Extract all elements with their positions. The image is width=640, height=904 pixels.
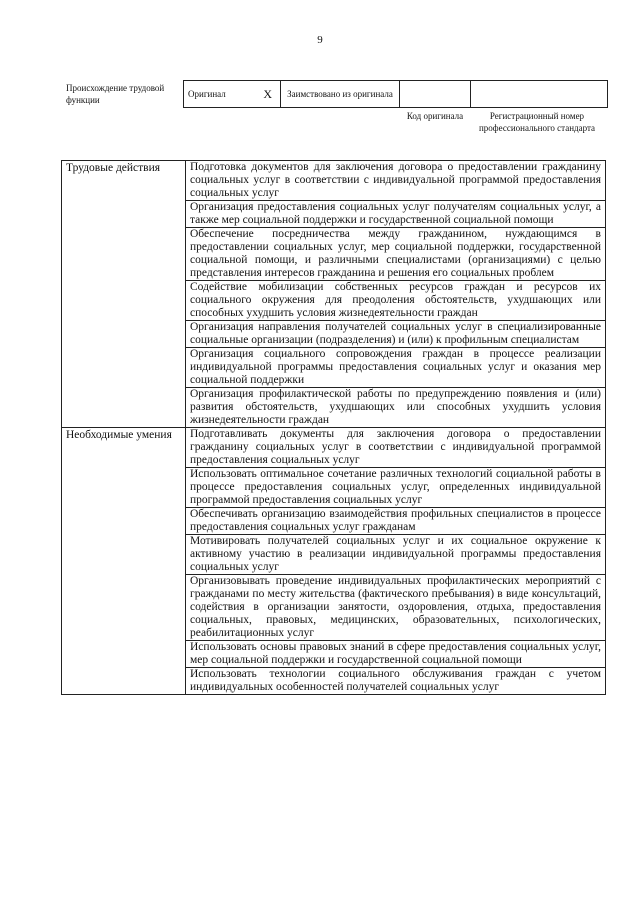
reg-number-label: Регистрационный номер профессионального стандарта — [478, 111, 596, 133]
section-item: Организовывать проведение индивидуальных профилактических мероприятий с гражданами по месту жительства (фактического пребывания) в виде консультаций, содействия в организации занятости, оздоровления, отдыха, предоставления социальных, правовых, медицинских, образовательных, психологических, реабилитационных услуг — [186, 575, 606, 641]
section-item: Организация предоставления социальных услуг получателям социальных услуг, а также мер социальной поддержки и государственной социальной помощи — [186, 201, 606, 228]
section-item: Организация направления получателей социальных услуг в специализированные социальные организации (подразделения) и (или) к профильным специалистам — [186, 321, 606, 348]
origin-original-label: Оригинал — [188, 89, 226, 99]
origin-code-cell — [400, 81, 471, 108]
table-row — [62, 161, 606, 201]
section-heading: Трудовые действия — [62, 161, 186, 428]
section-item: Мотивировать получателей социальных услуг и их социальное окружение к активному участию в реализации индивидуальной программы предоставления социальных услуг — [186, 535, 606, 575]
origin-original-cell — [184, 81, 281, 108]
page-number: 9 — [317, 34, 323, 46]
origin-borrowed-cell: Заимствовано из оригинала — [281, 81, 400, 108]
origin-label: Происхождение трудовой функции — [66, 83, 165, 105]
function-table — [61, 160, 606, 695]
code-original-label: Код оригинала — [406, 111, 464, 121]
section-item: Использовать оптимальное сочетание различных технологий социальной работы в процессе предоставления социальных услуг, определенных индивидуальной программой предоставления социальных услуг — [186, 468, 606, 508]
section-item: Организация профилактической работы по предупреждению появления и (или) развития обстоятельств, ухудшающих или способных ухудшить условия жизнедеятельности граждан — [186, 388, 606, 428]
section-item: Организация социального сопровождения граждан в процессе реализации индивидуальной программы предоставления социальных услуг и оказания мер социальной поддержки — [186, 348, 606, 388]
table-row — [62, 428, 606, 468]
section-item: Обеспечивать организацию взаимодействия профильных специалистов в процессе предоставления социальных услуг гражданам — [186, 508, 606, 535]
section-item: Использовать технологии социального обслуживания граждан с учетом индивидуальных особенностей получателей социальных услуг — [186, 668, 606, 695]
section-item: Подготавливать документы для заключения договора о предоставлении гражданину социальных услуг в соответствии с индивидуальной программой предоставления социальных услуг — [186, 428, 606, 468]
origin-table — [183, 80, 608, 108]
origin-regnum-cell — [471, 81, 608, 108]
section-item: Подготовка документов для заключения договора о предоставлении гражданину социальных услуг в соответствии с индивидуальной программой предоставления социальных услуг — [186, 161, 606, 201]
section-item: Использовать основы правовых знаний в сфере предоставления социальных услуг, мер социальной поддержки и государственной социальной помощи — [186, 641, 606, 668]
section-item: Содействие мобилизации собственных ресурсов граждан и ресурсов их социального окружения для преодоления обстоятельств, ухудшающих или способных ухудшить условия жизнедеятельности граждан — [186, 281, 606, 321]
section-heading: Необходимые умения — [62, 428, 186, 695]
section-item: Обеспечение посредничества между гражданином, нуждающимся в предоставлении социальных услуг, мер социальной поддержки, государственной социальной помощи, и различными специалистами (организациями) с целью представления интересов гражданина и решения его социальных проблем — [186, 228, 606, 281]
origin-original-mark: X — [263, 87, 272, 101]
